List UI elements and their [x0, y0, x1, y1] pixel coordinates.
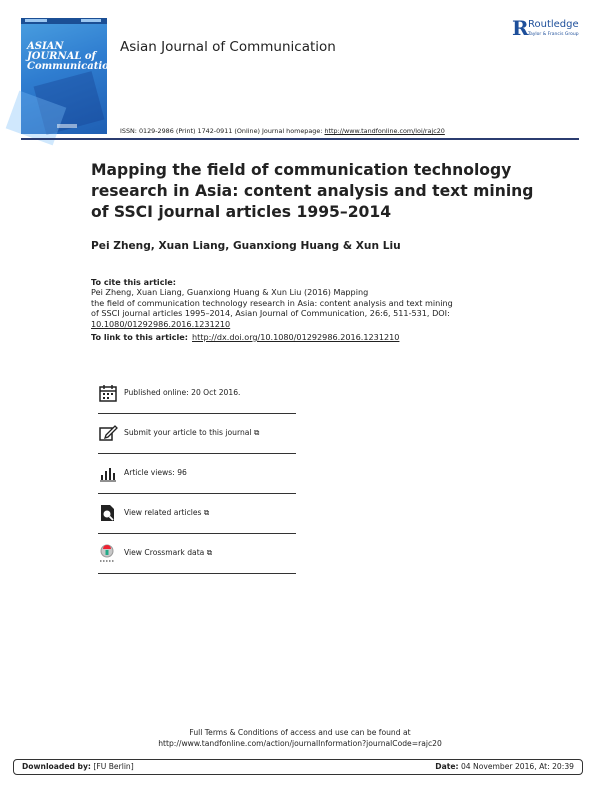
- journal-name: Asian Journal of Communication: [120, 39, 336, 55]
- citation-doi-link[interactable]: 10.1080/01292986.2016.1231210: [91, 318, 231, 329]
- issn-text: ISSN: 0129-2986 (Print) 1742-0911 (Online) Journal homepage:: [120, 127, 325, 135]
- calendar-icon: [98, 383, 118, 403]
- related-articles-icon: [98, 503, 118, 523]
- citation-text: Pei Zheng, Xuan Liang, Guanxiong Huang & Xun Liu (2016) Mapping: [91, 287, 369, 298]
- external-link-icon: ⧉: [203, 508, 210, 517]
- article-link-label: To link to this article:: [91, 332, 189, 342]
- related-articles-row[interactable]: [98, 498, 296, 534]
- article-title: [91, 160, 534, 223]
- article-views-label: Article views: 96: [124, 468, 187, 477]
- issn-line: [120, 127, 445, 135]
- cover-publisher-mark: [57, 124, 77, 128]
- cover-top-bar: [21, 18, 107, 24]
- citation-line: the field of communication technology research in Asia: content analysis and text mining: [91, 297, 453, 308]
- external-link-icon: ⧉: [253, 428, 260, 437]
- terms-footer: [0, 727, 600, 749]
- submit-article-label: Submit your article to this journal: [124, 428, 252, 437]
- downloaded-by-value: [FU Berlin]: [90, 762, 134, 771]
- routledge-logo-icon: R: [512, 16, 529, 40]
- article-link[interactable]: http://dx.doi.org/10.1080/01292986.2016.1231210: [192, 332, 400, 342]
- row-divider: [98, 493, 296, 494]
- download-date-value: 04 November 2016, At: 20:39: [458, 762, 574, 771]
- article-title-line: Mapping the field of communication technology: [91, 161, 512, 179]
- published-online-label: Published online: 20 Oct 2016.: [124, 388, 241, 397]
- publisher-logo[interactable]: [512, 18, 592, 42]
- citation-block: [91, 277, 511, 329]
- row-divider: [98, 573, 296, 574]
- crossmark-row[interactable]: [98, 538, 296, 574]
- crossmark-link[interactable]: [124, 548, 212, 558]
- external-link-icon: ⧉: [206, 548, 213, 557]
- row-divider: [98, 413, 296, 414]
- article-views-row: [98, 458, 296, 494]
- article-title-line: of SSCI journal articles 1995–2014: [91, 203, 392, 221]
- row-divider: [98, 453, 296, 454]
- edit-icon: [98, 423, 118, 443]
- submit-article-link[interactable]: [124, 428, 259, 438]
- citation-line: [91, 277, 511, 298]
- cover-title: [27, 41, 117, 72]
- downloaded-by: [22, 762, 134, 771]
- bar-chart-icon: [98, 463, 118, 483]
- citation-line: of SSCI journal articles 1995–2014, Asian Journal of Communication, 26:6, 511-531, DOI:: [91, 308, 450, 319]
- publisher-name: Routledge: [528, 19, 579, 30]
- related-articles-label: View related articles: [124, 508, 202, 517]
- download-date-label: Date:: [435, 762, 459, 771]
- download-date: [435, 762, 574, 771]
- related-articles-link[interactable]: [124, 508, 209, 518]
- article-authors: Pei Zheng, Xuan Liang, Guanxiong Huang & Xun Liu: [91, 240, 401, 252]
- terms-link[interactable]: http://www.tandfonline.com/action/journalInformation?journalCode=rajc20: [158, 739, 442, 748]
- terms-text: Full Terms & Conditions of access and use can be found at: [189, 728, 411, 737]
- downloaded-by-label: Downloaded by:: [22, 762, 91, 771]
- article-link-line: [91, 332, 399, 342]
- journal-cover-image: [21, 18, 117, 134]
- citation-label: To cite this article:: [91, 277, 177, 287]
- cover-title-line: ASIAN: [27, 41, 64, 52]
- download-info-box: [13, 759, 583, 775]
- row-divider: [98, 533, 296, 534]
- published-online-row: [98, 378, 296, 414]
- crossmark-icon: [98, 543, 118, 563]
- cover-title-line: JOURNAL of: [27, 51, 96, 62]
- publisher-tagline: Taylor & Francis Group: [528, 32, 579, 37]
- crossmark-label: View Crossmark data: [124, 548, 205, 557]
- cover-title-line: Communication: [27, 61, 117, 72]
- header-divider: [21, 138, 579, 140]
- journal-homepage-link[interactable]: http://www.tandfonline.com/loi/rajc20: [324, 127, 445, 135]
- submit-article-row[interactable]: [98, 418, 296, 454]
- article-title-line: research in Asia: content analysis and text mining: [91, 182, 534, 200]
